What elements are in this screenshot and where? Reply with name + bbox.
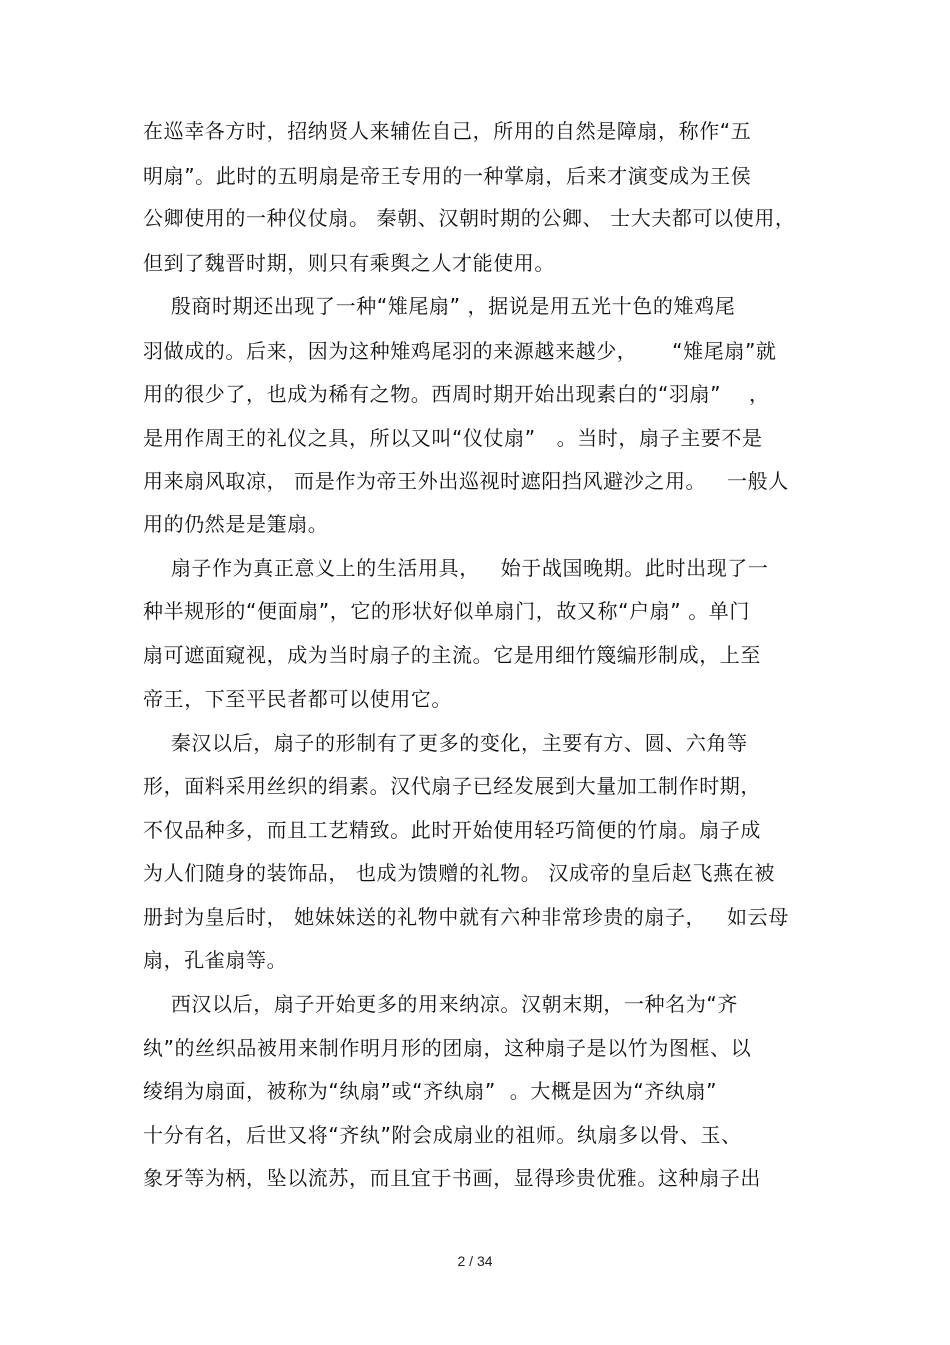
text-line: 扇，孔雀扇等。 xyxy=(143,948,288,972)
text-line: 绫绢为扇面，被称为“纨扇”或“齐纨扇” 。大概是因为“齐纨扇” xyxy=(143,1079,718,1103)
text-line: 殷商时期还出现了一种“雉尾扇” ，据说是用五光十色的雉鸡尾 xyxy=(143,294,736,318)
text-line: 西汉以后，扇子开始更多的用来纳凉。汉朝末期，一种名为“齐 xyxy=(143,992,738,1016)
text-line: 形，面料采用丝织的绢素。汉代扇子已经发展到大量加工制作时期， xyxy=(143,774,761,798)
text-line: 帝王，下至平民者都可以使用它。 xyxy=(143,687,452,711)
text-line: 秦汉以后，扇子的形制有了更多的变化，主要有方、圆、六角等 xyxy=(143,731,748,755)
text-line: 是用作周王的礼仪之具，所以又叫“仪仗扇” 。当时，扇子主要不是 xyxy=(143,426,763,450)
text-line: 册封为皇后时， 她妹妹送的礼物中就有六种非常珍贵的扇子， 如云母 xyxy=(143,905,789,929)
text-line: 用来扇风取凉， 而是作为帝王外出巡视时遮阳挡风避沙之用。 一般人 xyxy=(143,469,789,493)
text-line: 公卿使用的一种仪仗扇。 秦朝、汉朝时期的公卿、 士大夫都可以使用， xyxy=(143,206,796,230)
text-line: 用的仍然是是箑扇。 xyxy=(143,512,329,536)
text-line: 纨”的丝织品被用来制作明月形的团扇，这种扇子是以竹为图框、以 xyxy=(143,1036,752,1060)
text-line: 十分有名，后世又将“齐纨”附会成扇业的祖师。纨扇多以骨、玉、 xyxy=(143,1123,742,1147)
text-line: 不仅品种多，而且工艺精致。此时开始使用轻巧简便的竹扇。扇子成 xyxy=(143,818,761,842)
page-number: 2 / 34 xyxy=(457,1253,493,1269)
text-line: 在巡幸各方时，招纳贤人来辅佐自己，所用的自然是障扇，称作“五 xyxy=(143,119,752,143)
text-line: 但到了魏晋时期，则只有乘舆之人才能使用。 xyxy=(143,251,555,275)
text-line: 为人们随身的装饰品， 也成为馈赠的礼物。 汉成帝的皇后赵飞燕在被 xyxy=(143,861,775,885)
text-line: 象牙等为柄，坠以流苏，而且宜于书画，显得珍贵优雅。这种扇子出 xyxy=(143,1166,761,1190)
text-line: 羽做成的。后来，因为这种雉鸡尾羽的来源越来越少， “雉尾扇”就 xyxy=(143,339,777,363)
text-line: 明扇”。此时的五明扇是帝王专用的一种掌扇，后来才演变成为王侯 xyxy=(143,164,752,188)
text-line: 扇可遮面窥视，成为当时扇子的主流。它是用细竹篾编形制成，上至 xyxy=(143,643,761,667)
text-line: 用的很少了，也成为稀有之物。西周时期开始出现素白的“羽扇” ， xyxy=(143,382,770,406)
text-line: 种半规形的“便面扇”，它的形状好似单扇门，故又称“户扇” 。单门 xyxy=(143,599,751,623)
text-line: 扇子作为真正意义上的生活用具， 始于战国晚期。此时出现了一 xyxy=(143,556,769,580)
